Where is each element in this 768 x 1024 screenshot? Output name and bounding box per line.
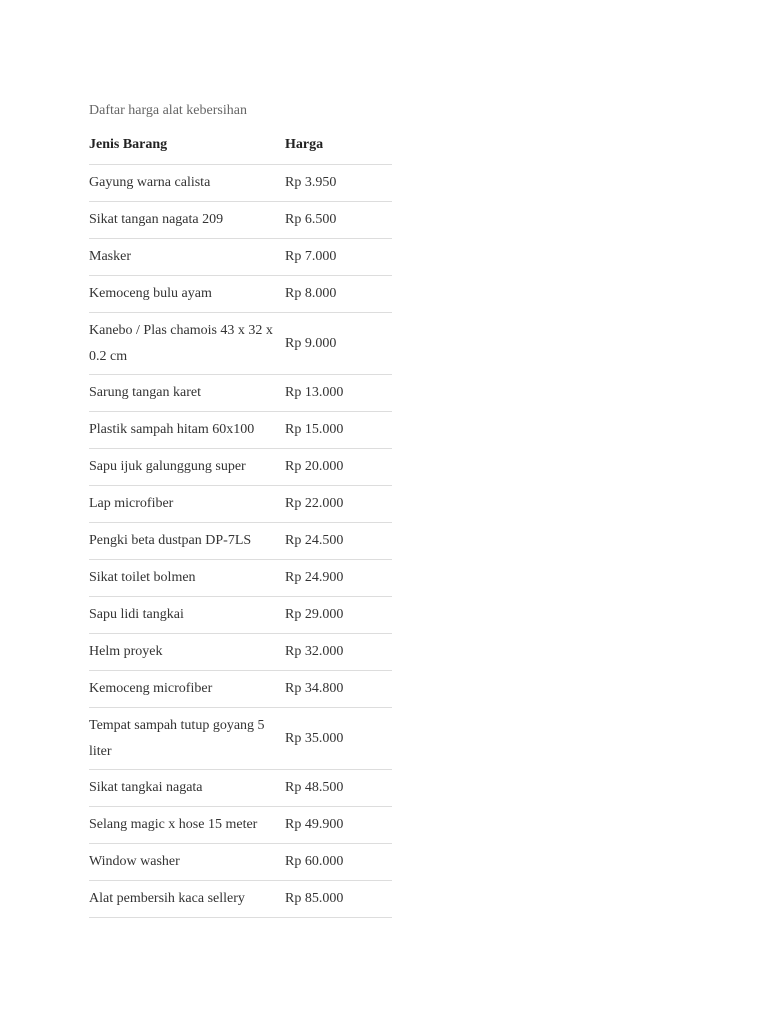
table-row xyxy=(89,412,392,449)
price-table xyxy=(89,126,392,918)
item-name: Sikat tangan nagata 209 xyxy=(89,202,285,239)
item-price: Rp 60.000 xyxy=(285,844,392,881)
item-name: Sapu ijuk galunggung super xyxy=(89,449,285,486)
item-name: Kanebo / Plas chamois 43 x 32 x 0.2 cm xyxy=(89,313,285,375)
table-caption: Daftar harga alat kebersihan xyxy=(89,103,247,118)
item-name: Plastik sampah hitam 60x100 xyxy=(89,412,285,449)
item-name: Kemoceng bulu ayam xyxy=(89,276,285,313)
item-price: Rp 32.000 xyxy=(285,634,392,671)
table-row xyxy=(89,486,392,523)
item-name: Helm proyek xyxy=(89,634,285,671)
table-row xyxy=(89,597,392,634)
item-name: Sarung tangan karet xyxy=(89,375,285,412)
item-price: Rp 22.000 xyxy=(285,486,392,523)
table-row xyxy=(89,449,392,486)
item-price: Rp 13.000 xyxy=(285,375,392,412)
price-list-document xyxy=(89,100,392,918)
table-row xyxy=(89,770,392,807)
table-row xyxy=(89,239,392,276)
item-price: Rp 3.950 xyxy=(285,165,392,202)
item-price: Rp 24.900 xyxy=(285,560,392,597)
column-header-price: Harga xyxy=(285,126,392,165)
item-price: Rp 15.000 xyxy=(285,412,392,449)
table-row xyxy=(89,844,392,881)
table-row xyxy=(89,807,392,844)
item-price: Rp 20.000 xyxy=(285,449,392,486)
item-name: Sapu lidi tangkai xyxy=(89,597,285,634)
table-row xyxy=(89,881,392,918)
table-row xyxy=(89,523,392,560)
item-price: Rp 35.000 xyxy=(285,708,392,770)
table-row xyxy=(89,708,392,770)
table-row xyxy=(89,165,392,202)
table-row xyxy=(89,313,392,375)
table-row xyxy=(89,671,392,708)
item-price: Rp 7.000 xyxy=(285,239,392,276)
column-header-item: Jenis Barang xyxy=(89,126,285,165)
item-name: Pengki beta dustpan DP-7LS xyxy=(89,523,285,560)
table-row xyxy=(89,634,392,671)
table-row xyxy=(89,202,392,239)
item-price: Rp 6.500 xyxy=(285,202,392,239)
item-name: Sikat toilet bolmen xyxy=(89,560,285,597)
item-name: Window washer xyxy=(89,844,285,881)
item-price: Rp 9.000 xyxy=(285,313,392,375)
item-price: Rp 49.900 xyxy=(285,807,392,844)
table-row xyxy=(89,375,392,412)
item-name: Masker xyxy=(89,239,285,276)
item-name: Tempat sampah tutup goyang 5 liter xyxy=(89,708,285,770)
item-name: Lap microfiber xyxy=(89,486,285,523)
item-name: Selang magic x hose 15 meter xyxy=(89,807,285,844)
table-header-row xyxy=(89,126,392,165)
item-price: Rp 85.000 xyxy=(285,881,392,918)
item-name: Sikat tangkai nagata xyxy=(89,770,285,807)
item-price: Rp 8.000 xyxy=(285,276,392,313)
table-row xyxy=(89,560,392,597)
table-row xyxy=(89,276,392,313)
item-price: Rp 24.500 xyxy=(285,523,392,560)
item-price: Rp 48.500 xyxy=(285,770,392,807)
item-name: Gayung warna calista xyxy=(89,165,285,202)
item-price: Rp 34.800 xyxy=(285,671,392,708)
item-name: Kemoceng microfiber xyxy=(89,671,285,708)
item-price: Rp 29.000 xyxy=(285,597,392,634)
item-name: Alat pembersih kaca sellery xyxy=(89,881,285,918)
